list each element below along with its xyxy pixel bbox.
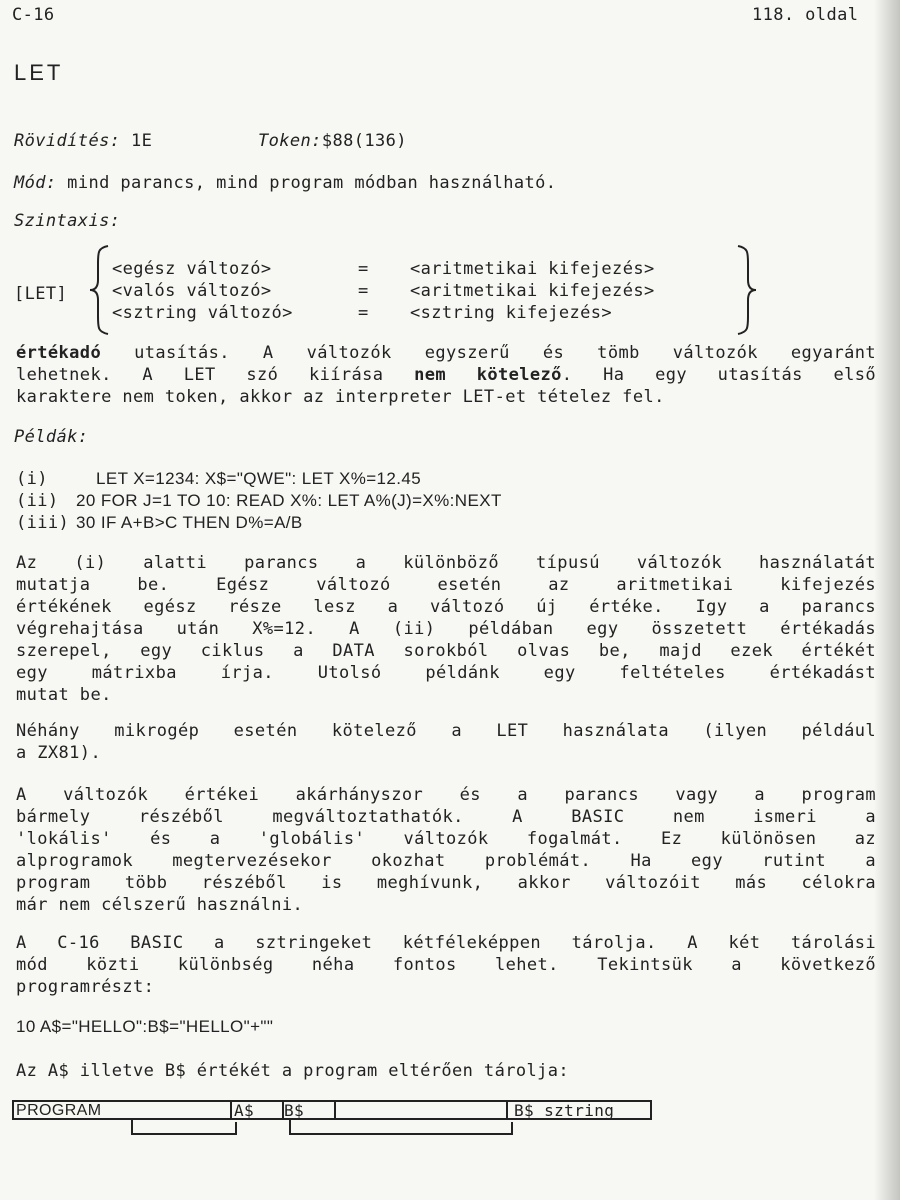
- right-brace-icon: [734, 244, 758, 336]
- abbrev-line: [14, 130, 152, 152]
- example-1-num: (i): [16, 469, 48, 489]
- memory-block-free: [334, 1100, 506, 1120]
- p3-line: bármely részéből megváltoztathatók. A BASIC nem ismeri a: [16, 807, 876, 827]
- p1-line: egy mátrixba írja. Utolsó példánk egy feltételes értékadást: [16, 663, 876, 683]
- p1-line: mutat be.: [16, 685, 112, 705]
- syntax-row-1-eq: =: [358, 259, 369, 279]
- token-line: [258, 130, 407, 152]
- syntax-row-2-eq: =: [358, 281, 369, 301]
- example-2-num: (ii): [16, 491, 59, 511]
- p3-line: már nem célszerű használni.: [16, 895, 304, 915]
- abbrev-value: 1E: [120, 131, 153, 151]
- syntax-row-2-expr: <aritmetikai kifejezés>: [410, 281, 655, 301]
- p1-line: szerepel, egy ciklus a DATA sorokból olvas be, majd ezek értékét: [16, 641, 876, 661]
- page-title: LET: [14, 60, 64, 85]
- examples-label: Példák:: [14, 427, 89, 447]
- intro-line-2-b: . Ha egy utasítás első: [561, 365, 876, 385]
- paragraph-examples-explained: [16, 552, 876, 706]
- syntax-row-3-var: <sztring változó>: [112, 303, 293, 323]
- paragraph-variables-scope: [16, 784, 876, 916]
- p3-line: 'lokális' és a 'globális' változók fogalmát. Ez különösen az: [16, 829, 876, 849]
- intro-line-2-a: lehetnek. A LET szó kiírása: [16, 365, 415, 385]
- memory-block-b-var: B$: [282, 1100, 336, 1120]
- memory-block-a-var: A$: [230, 1100, 284, 1120]
- left-brace-icon: [88, 244, 112, 336]
- paragraph-string-storage: [16, 932, 876, 998]
- syntax-row-3-expr: <sztring kifejezés>: [410, 303, 613, 323]
- intro-bold-not-required: nem kötelező: [414, 365, 562, 385]
- intro-line-3: karaktere nem token, akkor az interpreter LET-et tételez fel.: [16, 387, 665, 407]
- paragraph-mandatory-let: [16, 720, 876, 764]
- p4-line: A C-16 BASIC a sztringeket kétféleképpen tárolja. A két tárolási: [16, 933, 876, 953]
- syntax-row-1-var: <egész változó>: [112, 259, 272, 279]
- p3-line: alprogramok megtervezésekor okozhat problémát. Ha egy rutint a: [16, 851, 876, 871]
- intro-line-2: [16, 364, 876, 386]
- syntax-let-prefix: [LET]: [14, 284, 68, 304]
- mode-label: Mód:: [14, 173, 57, 193]
- p4-line: programrészt:: [16, 977, 155, 997]
- memory-block-program: PROGRAM: [12, 1100, 230, 1120]
- syntax-row-1-expr: <aritmetikai kifejezés>: [410, 259, 655, 279]
- example-2-code: 20 FOR J=1 TO 10: READ X%: LET A%(J)=X%:NEXT: [76, 491, 502, 510]
- intro-bold-term: értékadó: [16, 343, 102, 363]
- example-1-code: LET X=1234: X$="QWE": LET X%=12.45: [96, 469, 422, 488]
- code-line-10: 10 A$="HELLO":B$="HELLO"+"": [16, 1017, 274, 1036]
- header-left: C-16: [12, 5, 55, 25]
- p1-line: végrehajtása után X%=12. A (ii) példában egy összetett értékadás: [16, 619, 876, 639]
- example-3-num: (iii): [16, 513, 70, 533]
- mode-value: mind parancs, mind program módban használható.: [56, 173, 557, 193]
- intro-paragraph: [16, 342, 876, 408]
- p2-line: Néhány mikrogép esetén kötelező a LET használata (ilyen például: [16, 721, 876, 741]
- token-label: Token:: [258, 131, 322, 151]
- p2-line: a ZX81).: [16, 743, 102, 763]
- mode-line: [14, 172, 556, 194]
- p3-line: A változók értékei akárhányszor és a parancs vagy a program: [16, 785, 876, 805]
- syntax-row-3-eq: =: [358, 303, 369, 323]
- p1-line: értékének egész része lesz a változó új értéke. Igy a parancs: [16, 597, 876, 617]
- abbrev-label: Rövidítés:: [14, 131, 121, 151]
- paragraph-storage-diagram-intro: Az A$ illetve B$ értékét a program eltérően tárolja:: [16, 1061, 570, 1081]
- p1-line: mutatja be. Egész változó esetén az aritmetikai kifejezés: [16, 575, 876, 595]
- intro-line-1-rest: utasítás. A változók egyszerű és tömb változók egyaránt: [101, 343, 876, 363]
- p3-line: program több részéből is meghívunk, akkor változóit más célokra: [16, 873, 876, 893]
- memory-map-diagram: [12, 1100, 652, 1122]
- token-value: $88(136): [321, 131, 407, 151]
- page-number: 118. oldal: [752, 5, 859, 25]
- intro-line-1: [16, 342, 876, 364]
- example-3-code: 30 IF A+B>C THEN D%=A/B: [76, 513, 303, 532]
- memory-block-b-string: B$ sztring: [506, 1100, 652, 1120]
- syntax-row-2-var: <valós változó>: [112, 281, 272, 301]
- pointer-arrows-icon: [12, 1118, 652, 1142]
- p4-line: mód közti különbség néha fontos lehet. Tekintsük a következő: [16, 955, 876, 975]
- syntax-label: Szintaxis:: [14, 211, 121, 231]
- p1-line: Az (i) alatti parancs a különböző típusú változók használatát: [16, 553, 876, 573]
